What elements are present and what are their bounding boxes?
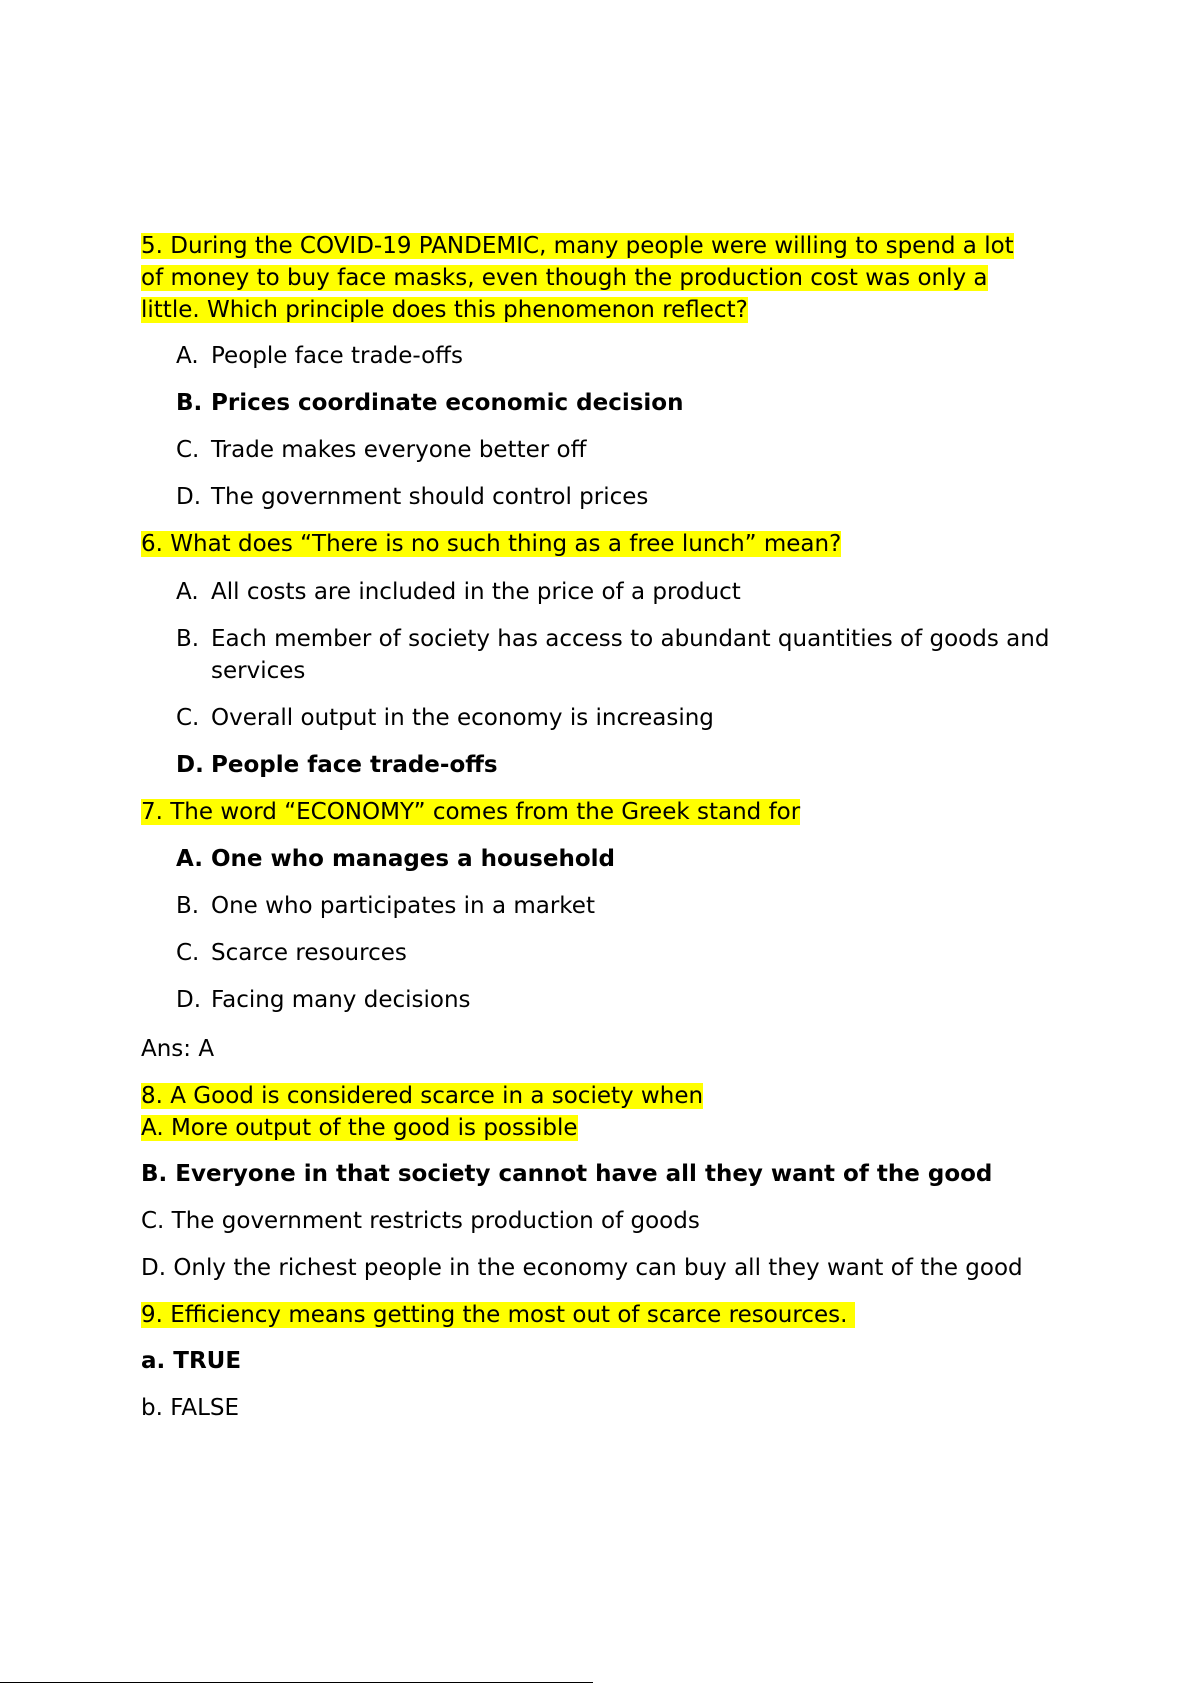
option-b-correct: B. Everyone in that society cannot have all they want of the good [141,1161,993,1187]
option-b-correct: B. Prices coordinate economic decision [176,390,684,416]
option-d: D. Only the richest people in the economy can buy all they want of the good [141,1255,1023,1281]
option-c: C. Scarce resources [176,940,407,966]
option-b: B. One who participates in a market [176,893,595,919]
option-c: C. Trade makes everyone better off [176,437,587,463]
option-c: C. The government restricts production of goods [141,1208,700,1234]
option-a-correct: A. One who manages a household [176,846,615,872]
option-d: D. The government should control prices [176,484,649,510]
question-6 [141,528,1051,560]
option-d: D. Facing many decisions [176,987,471,1013]
question-8 [141,1080,1051,1144]
option-d-correct: D. People face trade-offs [176,752,498,778]
option-a: A. All costs are included in the price of a product [176,579,741,605]
question-8-line-1: 8. A Good is considered scarce in a society when [141,1083,704,1109]
question-6-options [176,576,1051,781]
question-6-line-1: 6. What does “There is no such thing as a free lunch” mean? [141,531,842,557]
question-9-line-1: 9. Efficiency means getting the most out of scarce resources. [141,1302,855,1328]
document-page [141,230,1051,1424]
question-5-options [176,340,1051,513]
question-8-line-2: A. More output of the good is possible [141,1115,578,1141]
question-5-line-2: of money to buy face masks, even though the production cost was only a [141,265,988,291]
question-5 [141,230,1051,326]
option-true-correct: a. TRUE [141,1348,242,1374]
question-5-line-1: 5. During the COVID-19 PANDEMIC, many people were willing to spend a lot [141,233,1014,259]
question-7 [141,796,1051,828]
option-c: C. Overall output in the economy is increasing [176,705,714,731]
answer-line: Ans: A [141,1036,215,1062]
question-5-line-3: little. Which principle does this phenomenon reflect? [141,297,748,323]
question-7-options [176,843,1051,1016]
footer-divider [0,1682,593,1683]
option-false: b. FALSE [141,1395,240,1421]
question-9 [141,1299,1051,1331]
question-7-line-1: 7. The word “ECONOMY” comes from the Greek stand for [141,799,801,825]
option-b: B. Each member of society has access to abundant quantities of goods and services [176,626,1050,684]
option-a: A. People face trade-offs [176,343,463,369]
